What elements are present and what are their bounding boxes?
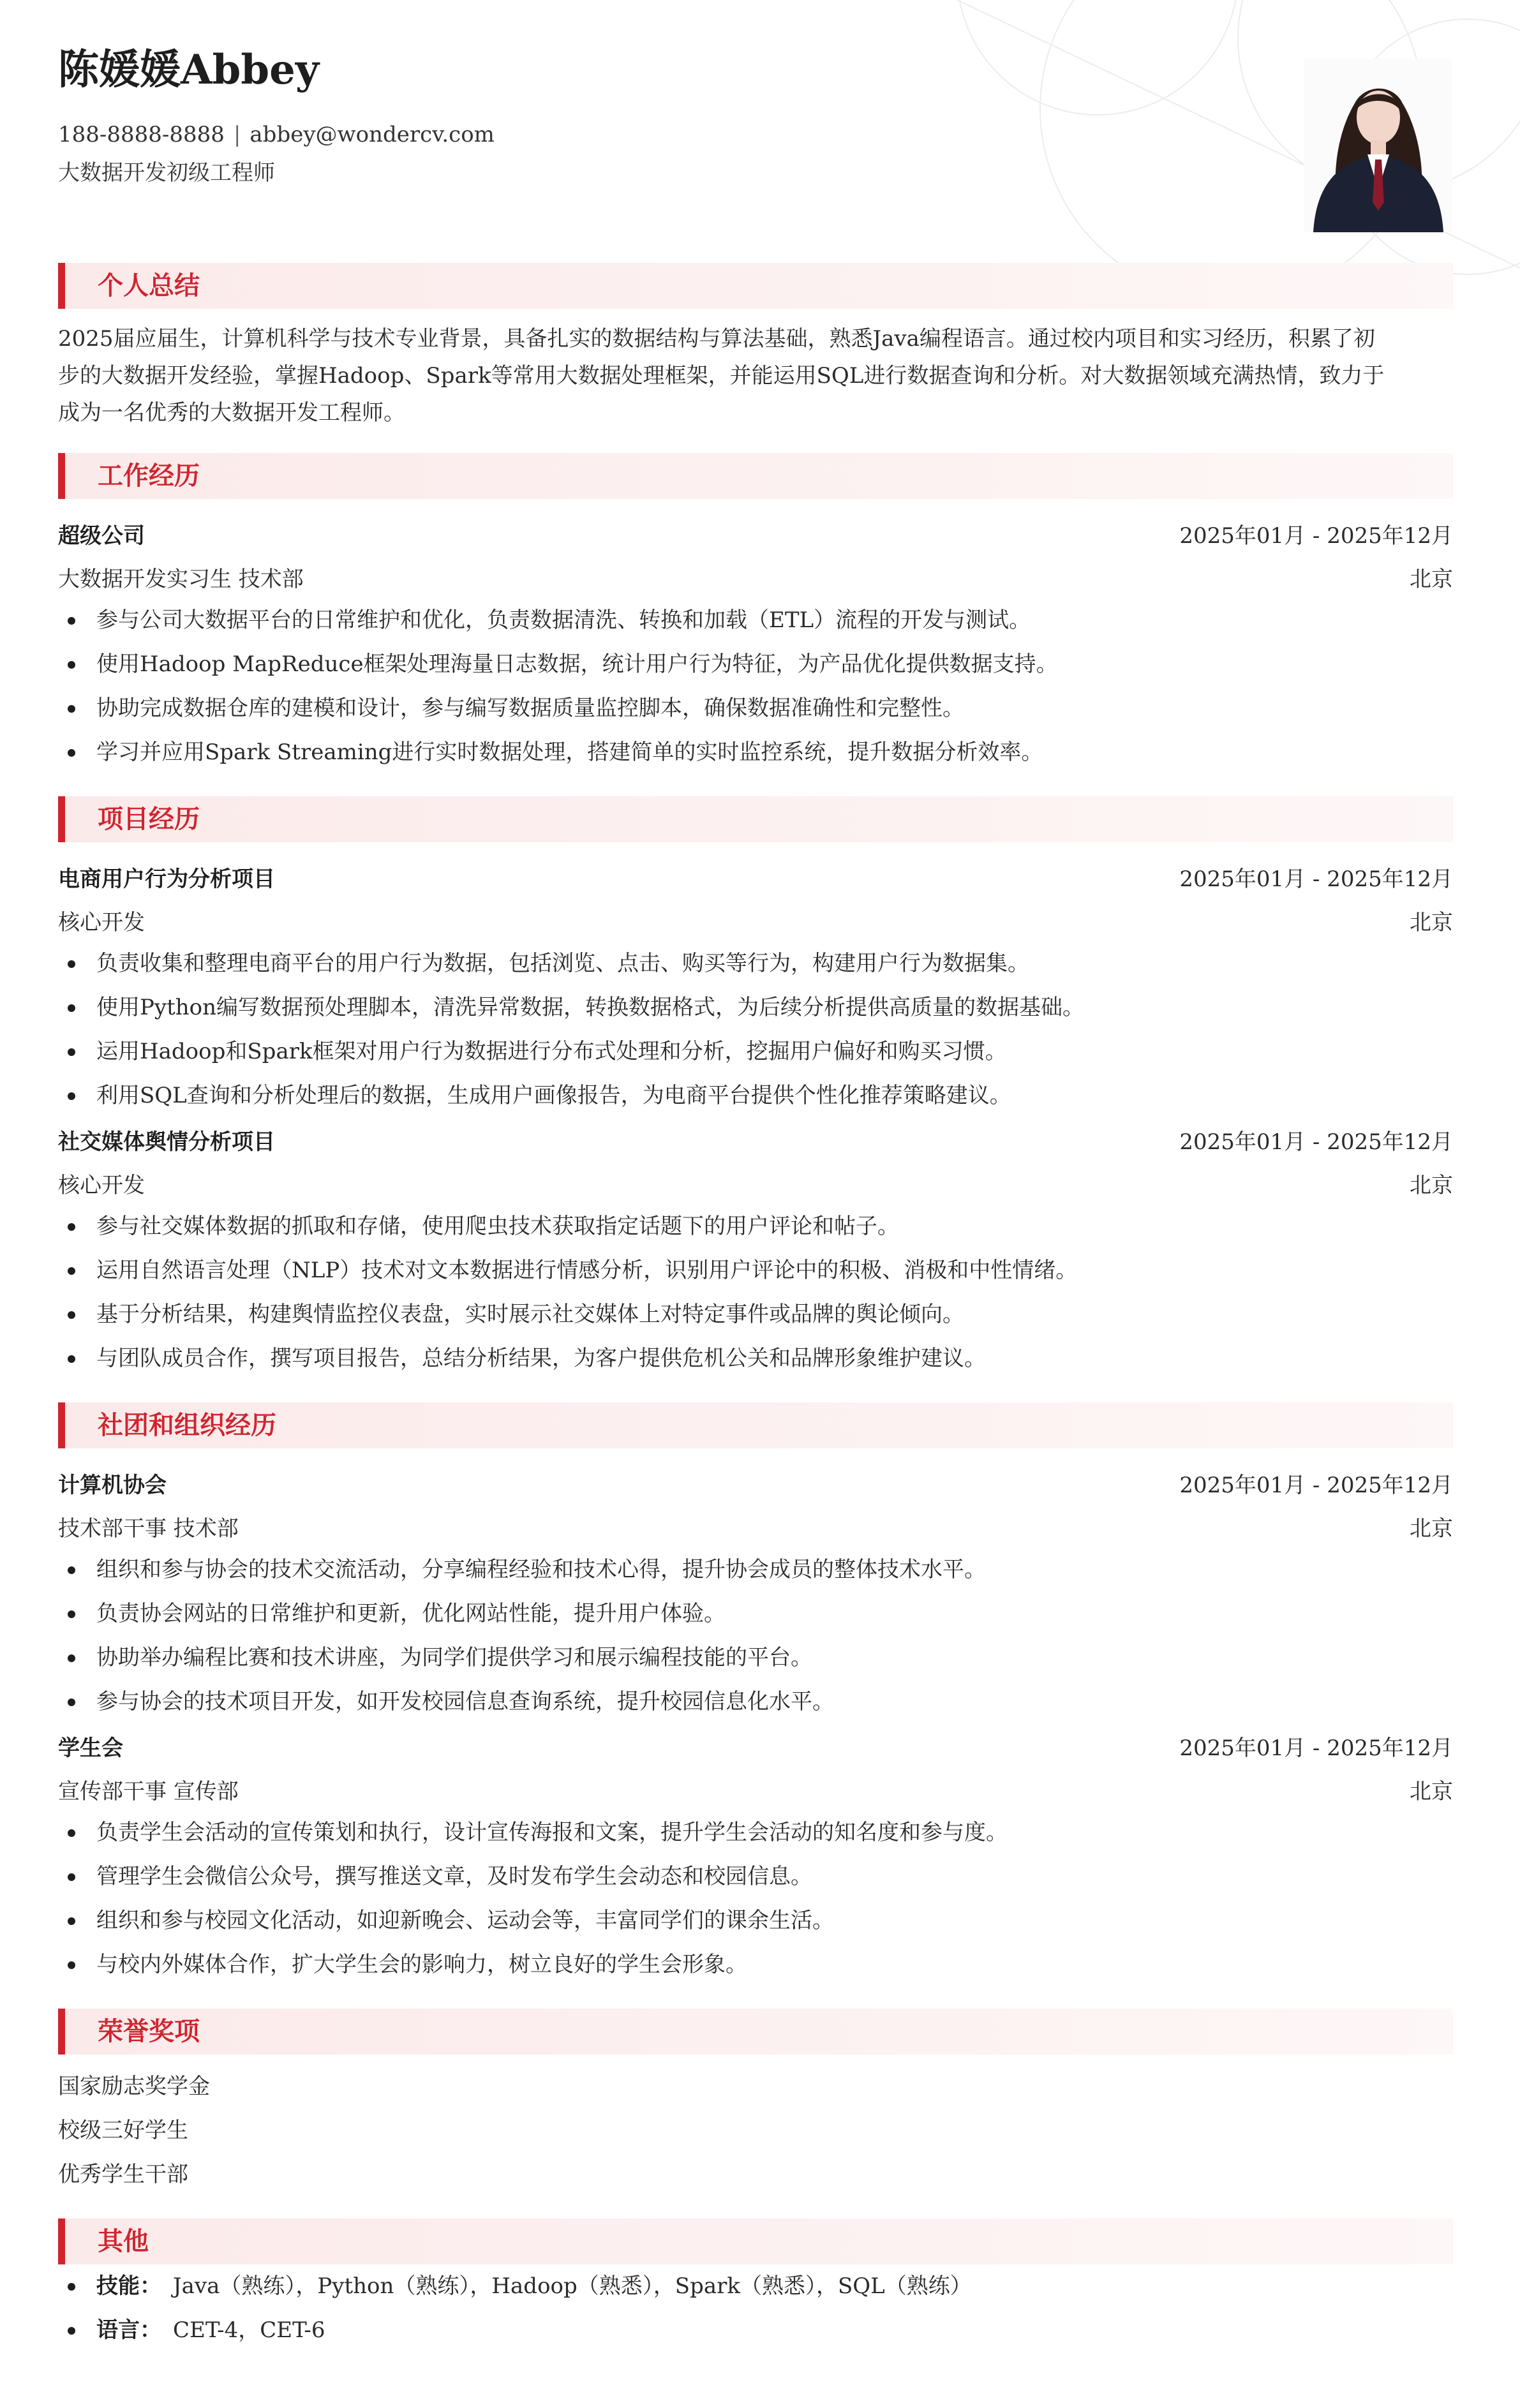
bullet-dot-icon [68,1610,75,1618]
bullet-item [58,1205,1453,1249]
bullet-dot-icon [68,1654,75,1662]
item-value: CET-4，CET-6 [173,2317,325,2343]
entry-heading [58,512,1453,555]
section-title: 社团和组织经历 [98,1410,276,1440]
summary-line: 步的大数据开发经验，掌握Hadoop、Spark等常用大数据处理框架，并能运用SQL进行数据查询和分析。对大数据领域充满热情，致力于 [58,363,1385,389]
section-title: 荣誉奖项 [98,2016,200,2046]
entry-role: 大数据开发实习生 技术部 [58,566,304,592]
summary-paragraph [58,320,1453,431]
section-header-work [58,453,1453,499]
bullet-dot-icon [68,1566,75,1574]
bullet-dot-icon [68,617,75,625]
entry-role: 技术部干事 技术部 [58,1515,239,1542]
section-title: 个人总结 [98,271,200,301]
bullet-item [58,2308,1453,2352]
entry-location: 北京 [1410,566,1453,592]
entry-location: 北京 [1410,909,1453,935]
bullet-text: 负责学生会活动的宣传策划和执行，设计宣传海报和文案，提升学生会活动的知名度和参与度。 [96,1820,1008,1845]
profile-photo [1304,59,1452,232]
entry-subheading [58,1505,1453,1548]
entry-organization: 超级公司 [58,523,145,549]
entry-organization: 学生会 [58,1735,123,1761]
section-accent-bar [58,2218,65,2264]
bullet-dot-icon [68,661,75,669]
bullet-text: 组织和参与校园文化活动，如迎新晚会、运动会等，丰富同学们的课余生活。 [96,1908,834,1933]
bullet-text: 负责收集和整理电商平台的用户行为数据，包括浏览、点击、购买等行为，构建用户行为数据集。 [96,951,1029,976]
bullet-dot-icon [68,1092,75,1100]
bullet-item [58,1680,1453,1724]
contact-line [58,119,1270,151]
bullet-text: 协助完成数据仓库的建模和设计，参与编写数据质量监控脚本，确保数据准确性和完整性。 [96,695,964,721]
bullet-dot-icon [68,1829,75,1837]
entry-date-range: 2025年01月 - 2025年12月 [1179,1129,1453,1155]
summary-line: 成为一名优秀的大数据开发工程师。 [58,400,405,426]
entry-subheading [58,898,1453,942]
section-title: 工作经历 [98,461,200,491]
bullet-dot-icon [68,1873,75,1881]
honor-item: 国家励志奖学金 [58,2074,210,2099]
bullet-item [58,1636,1453,1680]
bullet-dot-icon [68,1355,75,1363]
bullet-dot-icon [68,1961,75,1969]
bullet-text: 运用自然语言处理（NLP）技术对文本数据进行情感分析，识别用户评论中的积极、消极和中性情绪。 [96,1258,1078,1283]
project-entry [58,855,1453,1118]
entry-date-range: 2025年01月 - 2025年12月 [1179,866,1453,892]
entry-role: 核心开发 [58,1172,145,1198]
bullet-dot-icon [68,705,75,713]
item-label: 语言： [96,2317,161,2343]
bullet-text: 组织和参与协会的技术交流活动，分享编程经验和技术心得，提升协会成员的整体技术水平。 [96,1557,986,1582]
bullet-item [58,942,1453,986]
bullet-item [58,687,1453,731]
entry-organization: 社交媒体舆情分析项目 [58,1129,275,1155]
bullet-item [58,1855,1453,1899]
bullet-dot-icon [68,1048,75,1056]
email-address: abbey@wondercv.com [250,122,495,147]
bullet-item [58,1074,1453,1118]
entry-bullets [58,942,1453,1118]
resume-content [58,263,1453,2352]
entry-organization: 电商用户行为分析项目 [58,866,275,892]
section-accent-bar [58,796,65,842]
other-list [58,2264,1453,2352]
bullet-text: 利用SQL查询和分析处理后的数据，生成用户画像报告，为电商平台提供个性化推荐策略建议。 [96,1083,1011,1108]
item-value: Java（熟练），Python（熟练），Hadoop（熟悉），Spark（熟悉），SQL（熟练） [173,2273,972,2299]
contact-separator: | [233,122,241,147]
honors-list [58,2065,1453,2197]
entry-role: 宣传部干事 宣传部 [58,1778,239,1804]
section-accent-bar [58,453,65,499]
entry-subheading [58,1767,1453,1811]
honor-item: 优秀学生干部 [58,2162,188,2187]
bullet-text: 使用Python编写数据预处理脚本，清洗异常数据，转换数据格式，为后续分析提供高质量的数据基础。 [96,995,1085,1020]
bullet-text: 运用Hadoop和Spark框架对用户行为数据进行分布式处理和分析，挖掘用户偏好和购买习惯。 [96,1039,1007,1064]
entry-date-range: 2025年01月 - 2025年12月 [1179,1735,1453,1761]
section-accent-bar [58,2009,65,2055]
entry-location: 北京 [1410,1172,1453,1198]
section-header-clubs [58,1402,1453,1448]
bullet-item [58,1030,1453,1074]
bullet-text: 管理学生会微信公众号，撰写推送文章，及时发布学生会动态和校园信息。 [96,1864,812,1889]
section-header-projects [58,796,1453,842]
entry-heading [58,1461,1453,1505]
bullet-text: 基于分析结果，构建舆情监控仪表盘，实时展示社交媒体上对特定事件或品牌的舆论倾向。 [96,1302,964,1327]
bullet-dot-icon [68,1223,75,1231]
bullet-dot-icon [68,1698,75,1706]
bullet-item [58,643,1453,687]
entry-organization: 计算机协会 [58,1472,167,1498]
item-label: 技能： [96,2273,161,2299]
honor-item: 校级三好学生 [58,2118,188,2143]
bullet-item [58,2264,1453,2308]
bullet-text: 使用Hadoop MapReduce框架处理海量日志数据，统计用户行为特征，为产品优化提供数据支持。 [96,651,1058,677]
entry-bullets [58,1205,1453,1381]
club-entry [58,1724,1453,1987]
bullet-text: 协助举办编程比赛和技术讲座，为同学们提供学习和展示编程技能的平台。 [96,1645,812,1670]
section-header-honors [58,2009,1453,2055]
resume-header [58,40,1270,189]
section-title: 项目经历 [98,804,200,834]
bullet-text: 参与社交媒体数据的抓取和存储，使用爬虫技术获取指定话题下的用户评论和帖子。 [96,1214,899,1239]
bullet-item [58,731,1453,775]
bullet-item [58,1337,1453,1381]
entry-heading [58,1724,1453,1767]
entry-bullets [58,598,1453,775]
bullet-item [58,598,1453,643]
entry-subheading [58,555,1453,598]
bullet-item [58,1293,1453,1337]
target-role: 大数据开发初级工程师 [58,160,275,186]
entry-bullets [58,1548,1453,1724]
bullet-text: 与团队成员合作，撰写项目报告，总结分析结果，为客户提供危机公关和品牌形象维护建议。 [96,1346,986,1371]
bullet-item [58,1249,1453,1293]
bullet-text: 负责协会网站的日常维护和更新，优化网站性能，提升用户体验。 [96,1601,726,1626]
bullet-item [58,1592,1453,1636]
bullet-dot-icon [68,960,75,968]
bullet-item [58,1811,1453,1855]
phone-number: 188-8888-8888 [58,122,225,147]
entry-heading [58,1118,1453,1161]
club-entry [58,1461,1453,1724]
bullet-dot-icon [68,1004,75,1012]
section-header-other [58,2218,1453,2264]
section-title: 其他 [98,2226,149,2256]
bullet-text: 与校内外媒体合作，扩大学生会的影响力，树立良好的学生会形象。 [96,1952,747,1977]
work-entry [58,512,1453,775]
entry-date-range: 2025年01月 - 2025年12月 [1179,523,1453,549]
bullet-dot-icon [68,1917,75,1925]
bullet-dot-icon [68,749,75,757]
bullet-dot-icon [68,1267,75,1275]
bullet-item [58,1548,1453,1592]
bullet-text: 参与协会的技术项目开发，如开发校园信息查询系统，提升校园信息化水平。 [96,1689,834,1714]
entry-role: 核心开发 [58,909,145,935]
bullet-item [58,1943,1453,1987]
bullet-text: 学习并应用Spark Streaming进行实时数据处理，搭建简单的实时监控系统，提升数据分析效率。 [96,739,1043,765]
entry-location: 北京 [1410,1515,1453,1542]
project-entry [58,1118,1453,1381]
bullet-dot-icon [68,1311,75,1319]
section-accent-bar [58,263,65,309]
section-accent-bar [58,1402,65,1448]
bullet-item [58,986,1453,1030]
bullet-dot-icon [68,2283,75,2291]
section-header-summary [58,263,1453,309]
bullet-text: 参与公司大数据平台的日常维护和优化，负责数据清洗、转换和加载（ETL）流程的开发与测试。 [96,607,1031,633]
entry-date-range: 2025年01月 - 2025年12月 [1179,1472,1453,1498]
bullet-item [58,1899,1453,1943]
entry-location: 北京 [1410,1778,1453,1804]
entry-heading [58,855,1453,898]
entry-subheading [58,1161,1453,1205]
bullet-dot-icon [68,2327,75,2335]
entry-bullets [58,1811,1453,1987]
summary-line: 2025届应届生，计算机科学与技术专业背景，具备扎实的数据结构与算法基础，熟悉Java编程语言。通过校内项目和实习经历，积累了初 [58,326,1375,352]
candidate-name: 陈媛媛Abbey [58,46,320,94]
